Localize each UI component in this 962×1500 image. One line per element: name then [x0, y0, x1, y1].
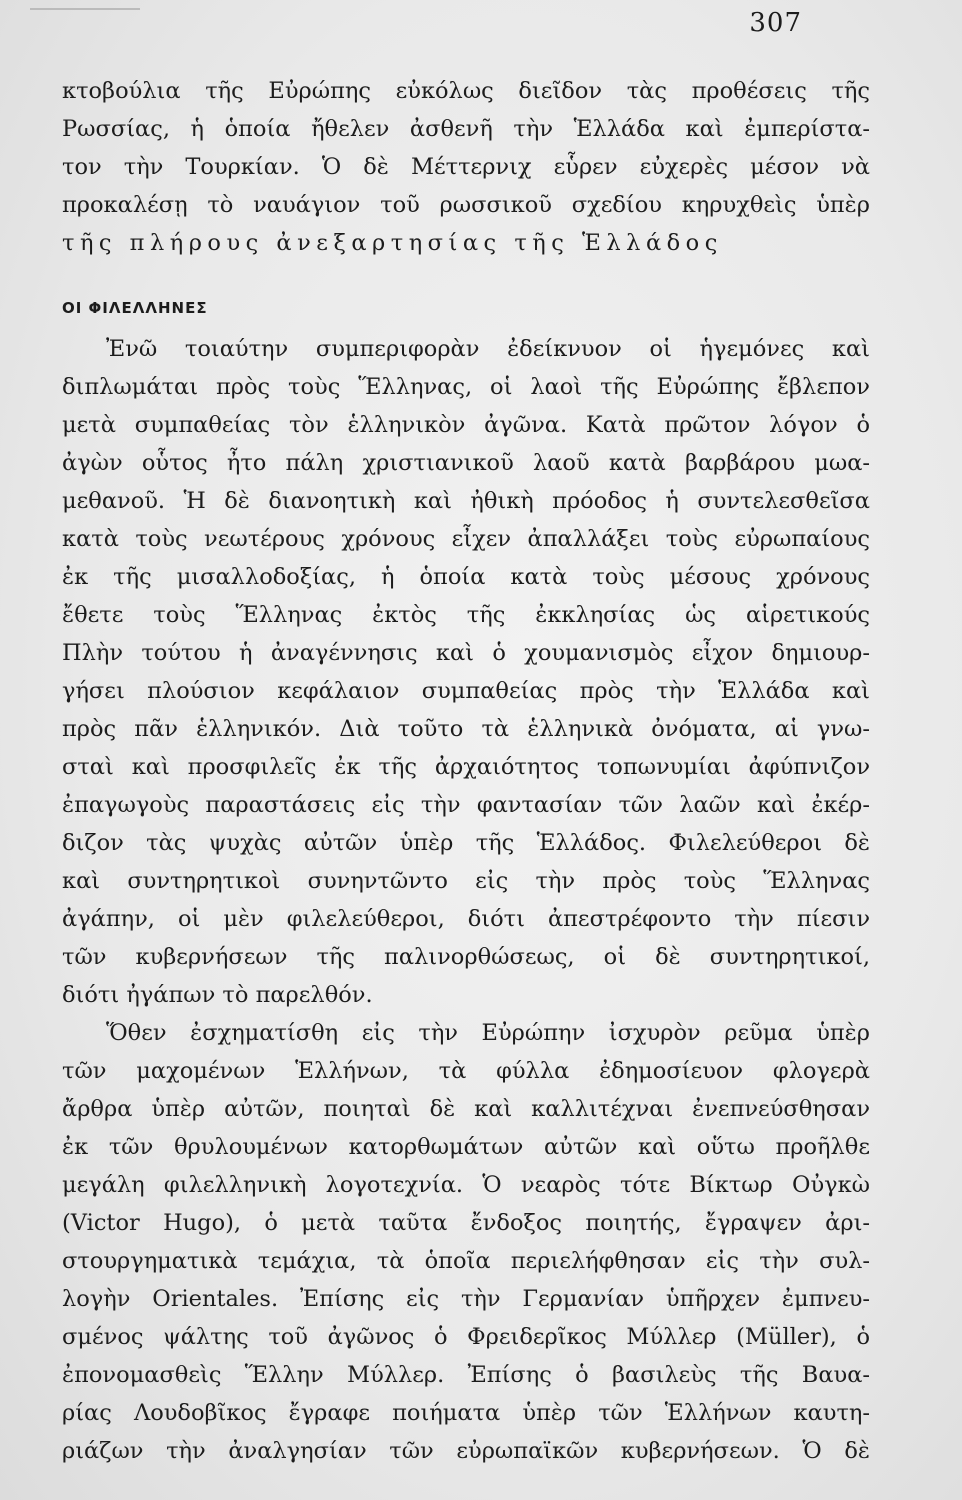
text-line: καὶ συντηρητικοὶ συνηντῶντο εἰς τὴν πρὸς τοὺς Ἕλληνας — [62, 868, 870, 894]
page-number: 307 — [749, 8, 802, 38]
section-heading: ΟΙ ΦΙΛΕΛΛΗΝΕΣ — [62, 299, 208, 317]
text-line: Ἐνῶ τοιαύτην συμπεριφορὰν ἐδείκνυον οἱ ἡγεμόνες καὶ — [106, 336, 870, 362]
text-line: ἀγὼν οὗτος ἦτο πάλη χριστιανικοῦ λαοῦ κατὰ βαρβάρου μωα- — [62, 450, 870, 476]
text-line: μετὰ συμπαθείας τὸν ἑλληνικὸν ἀγῶνα. Κατὰ πρῶτον λόγον ὁ — [62, 412, 870, 438]
text-line: (Victor Hugo), ὁ μετὰ ταῦτα ἔνδοξος ποιητής, ἔγραψεν ἀρι- — [62, 1210, 870, 1236]
text-line: στουργηματικὰ τεμάχια, τὰ ὁποῖα περιελήφθησαν εἰς τὴν συλ- — [62, 1248, 870, 1274]
text-line: τῶν μαχομένων Ἑλλήνων, τὰ φύλλα ἐδημοσίευον φλογερὰ — [62, 1058, 870, 1084]
text-line-emphasized: τῆς πλήρους ἀνεξαρτησίας τῆς Ἑλλάδος — [62, 230, 723, 256]
text-line: προκαλέσῃ τὸ ναυάγιον τοῦ ρωσσικοῦ σχεδίου κηρυχθεὶς ὑπὲρ — [62, 192, 870, 218]
text-line: Ὅθεν ἐσχηματίσθη εἰς τὴν Εὐρώπην ἰσχυρὸν ρεῦμα ὑπὲρ — [106, 1020, 870, 1046]
text-line: κτοβούλια τῆς Εὐρώπης εὐκόλως διεῖδον τὰς προθέσεις τῆς — [62, 78, 870, 104]
text-line: ριάζων τὴν ἀναλγησίαν τῶν εὐρωπαϊκῶν κυβερνήσεων. Ὁ δὲ — [62, 1438, 870, 1464]
text-line: ἐκ τῶν θρυλουμένων κατορθωμάτων αὐτῶν καὶ οὕτω προῆλθε — [62, 1134, 870, 1160]
scan-mark — [30, 8, 140, 10]
text-line: ἐπαγωγοὺς παραστάσεις εἰς τὴν φαντασίαν τῶν λαῶν καὶ ἐκέρ- — [62, 792, 870, 818]
text-line: διπλωμάται πρὸς τοὺς Ἕλληνας, οἱ λαοὶ τῆς Εὐρώπης ἔβλεπον — [62, 374, 870, 400]
text-line: μεγάλη φιλελληνικὴ λογοτεχνία. Ὁ νεαρὸς τότε Βίκτωρ Οὐγκὼ — [62, 1172, 870, 1198]
text-line: τον τὴν Τουρκίαν. Ὁ δὲ Μέττερνιχ εὗρεν εὐχερὲς μέσον νὰ — [62, 154, 870, 180]
text-line: ἔθετε τοὺς Ἕλληνας ἐκτὸς τῆς ἐκκλησίας ὡς αἱρετικούς — [62, 602, 870, 628]
text-line: ρίας Λουδοβῖκος ἔγραφε ποιήματα ὑπὲρ τῶν Ἑλλήνων καυτη- — [62, 1400, 870, 1426]
text-line: ἄρθρα ὑπὲρ αὐτῶν, ποιηταὶ δὲ καὶ καλλιτέχναι ἐνεπνεύσθησαν — [62, 1096, 870, 1122]
text-line: γήσει πλούσιον κεφάλαιον συμπαθείας πρὸς τὴν Ἑλλάδα καὶ — [62, 678, 870, 704]
text-line: μεθανοῦ. Ἡ δὲ διανοητικὴ καὶ ἠθικὴ πρόοδος ἡ συντελεσθεῖσα — [62, 488, 870, 514]
text-line: σταὶ καὶ προσφιλεῖς ἐκ τῆς ἀρχαιότητος τοπωνυμίαι ἀφύπνιζον — [62, 754, 870, 780]
text-line: ἐκ τῆς μισαλλοδοξίας, ἡ ὁποία κατὰ τοὺς μέσους χρόνους — [62, 564, 870, 590]
text-line: πρὸς πᾶν ἑλληνικόν. Διὰ τοῦτο τὰ ἑλληνικὰ ὀνόματα, αἱ γνω- — [62, 716, 870, 742]
text-line: διότι ἠγάπων τὸ παρελθόν. — [62, 982, 373, 1008]
text-line: ἀγάπην, οἱ μὲν φιλελεύθεροι, διότι ἀπεστρέφοντο τὴν πίεσιν — [62, 906, 870, 932]
text-line: Πλὴν τούτου ἡ ἀναγέννησις καὶ ὁ χουμανισμὸς εἶχον δημιουρ- — [62, 640, 870, 666]
text-line: διζον τὰς ψυχὰς αὐτῶν ὑπὲρ τῆς Ἑλλάδος. Φιλελεύθεροι δὲ — [62, 830, 870, 856]
text-line: σμένος ψάλτης τοῦ ἀγῶνος ὁ Φρειδερῖκος Μύλλερ (Müller), ὁ — [62, 1324, 870, 1350]
text-line: ἐπονομασθεὶς Ἕλλην Μύλλερ. Ἐπίσης ὁ βασιλεὺς τῆς Βαυα- — [62, 1362, 870, 1388]
body-text — [62, 72, 870, 1470]
text-line: λογὴν Orientales. Ἐπίσης εἰς τὴν Γερμανίαν ὑπῆρχεν ἐμπνευ- — [62, 1286, 870, 1312]
text-line: κατὰ τοὺς νεωτέρους χρόνους εἶχεν ἀπαλλάξει τοὺς εὐρωπαίους — [62, 526, 870, 552]
text-line: Ρωσσίας, ἡ ὁποία ἤθελεν ἀσθενῆ τὴν Ἑλλάδα καὶ ἐμπερίστα- — [62, 116, 870, 142]
text-line: τῶν κυβερνήσεων τῆς παλινορθώσεως, οἱ δὲ συντηρητικοί, — [62, 944, 870, 970]
